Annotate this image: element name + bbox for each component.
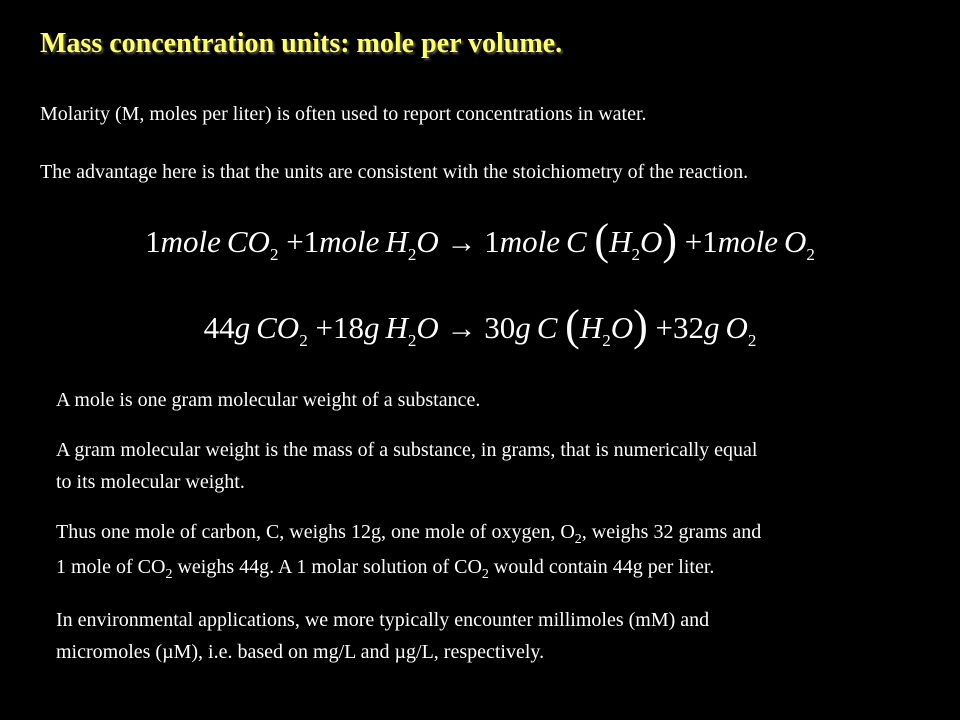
- eq1-sub-1: 2: [269, 245, 279, 264]
- examples-line-2-text-c: would contain 44g per liter.: [488, 556, 715, 578]
- eq1-plus-2: +: [684, 224, 703, 259]
- eq2-unit-4: g: [703, 310, 720, 345]
- co2-subscript-2: 2: [481, 567, 489, 582]
- eq2-paren-open: (: [565, 301, 580, 350]
- eq2-plus-1: +: [315, 310, 333, 345]
- eq2-unit-1: g: [234, 310, 251, 345]
- eq2-plus-2: +: [655, 310, 673, 345]
- explanation-block: [56, 384, 761, 668]
- intro-advantage: The advantage here is that the units are consistent with the stoichiometry of the reaction.: [40, 161, 749, 183]
- eq1-coef-1: 1: [145, 224, 161, 259]
- eq1-species-4: O: [784, 224, 807, 259]
- examples-line-1-text-a: Thus one mole of carbon, C, weighs 12g, one mole of oxygen, O: [56, 521, 575, 543]
- o2-subscript: 2: [574, 532, 582, 547]
- eq2-sub-4: 2: [747, 331, 757, 350]
- eq1-unit-3: mole: [499, 224, 560, 259]
- eq2-species-4: O: [725, 310, 748, 345]
- equation-grams: [0, 301, 960, 353]
- eq2-coef-1: 44: [203, 310, 235, 345]
- eq1-species-1: CO: [226, 224, 270, 259]
- eq1-sub-4: 2: [806, 245, 815, 264]
- eq2-unit-2: g: [363, 310, 380, 345]
- eq1-plus-1: +: [286, 224, 304, 259]
- eq1-sub-2: 2: [407, 245, 417, 264]
- environmental-line-1: In environmental applications, we more typically encounter millimoles (mM) and: [56, 609, 710, 631]
- eq2-sub-1: 2: [299, 331, 308, 350]
- eq1-unit-2: mole: [319, 224, 380, 259]
- examples-line-1-text-b: , weighs 32 grams and: [581, 521, 762, 543]
- eq2-coef-2: 18: [332, 310, 364, 345]
- eq2-species-2b: O: [416, 310, 439, 345]
- eq2-species-3c: O: [610, 310, 634, 345]
- eq1-sub-3: 2: [631, 245, 640, 264]
- eq2-arrow: →: [446, 312, 477, 345]
- slide-title: Mass concentration units: mole per volume.: [40, 28, 563, 59]
- eq1-unit-1: mole: [160, 224, 221, 259]
- co2-subscript-1: 2: [165, 567, 173, 582]
- eq1-unit-4: mole: [717, 224, 779, 259]
- mole-definition: A mole is one gram molecular weight of a substance.: [56, 389, 481, 411]
- examples-line-2-text-b: weighs 44g. A 1 molar solution of CO: [172, 556, 482, 578]
- environmental-line-2: micromoles (µM), i.e. based on mg/L and µg/L, respectively.: [56, 641, 545, 663]
- eq1-coef-2: 1: [303, 224, 320, 259]
- eq2-species-1: CO: [256, 310, 300, 345]
- eq2-species-3b: H: [579, 310, 603, 345]
- eq1-species-3b: H: [609, 224, 632, 259]
- eq1-species-2b: O: [416, 224, 439, 259]
- equation-moles: [0, 215, 960, 267]
- eq1-coef-3: 1: [484, 224, 500, 259]
- eq1-paren-close: ): [662, 215, 678, 264]
- eq2-species-2a: H: [385, 310, 408, 345]
- eq1-coef-4: 1: [702, 224, 718, 259]
- eq2-sub-3: 2: [602, 331, 611, 350]
- examples-line-2-text-a: 1 mole of CO: [56, 556, 166, 578]
- eq1-arrow: →: [446, 226, 477, 259]
- eq2-unit-3: g: [515, 310, 531, 345]
- intro-molarity: Molarity (M, moles per liter) is often used to report concentrations in water.: [40, 103, 647, 125]
- examples-line-1: [56, 516, 761, 551]
- eq1-paren-open: (: [594, 215, 610, 264]
- eq2-species-3a: C: [536, 310, 558, 345]
- examples-line-2: [56, 551, 761, 586]
- eq2-paren-close: ): [633, 301, 648, 350]
- eq2-coef-4: 32: [672, 310, 704, 345]
- eq1-species-3a: C: [565, 224, 587, 259]
- eq1-species-2a: H: [385, 224, 408, 259]
- eq1-species-3c: O: [639, 224, 663, 259]
- eq2-sub-2: 2: [407, 331, 417, 350]
- gmw-definition-line-1: A gram molecular weight is the mass of a substance, in grams, that is numerically equal: [56, 439, 758, 461]
- eq2-coef-3: 30: [484, 310, 516, 345]
- gmw-definition-line-2: to its molecular weight.: [56, 471, 245, 493]
